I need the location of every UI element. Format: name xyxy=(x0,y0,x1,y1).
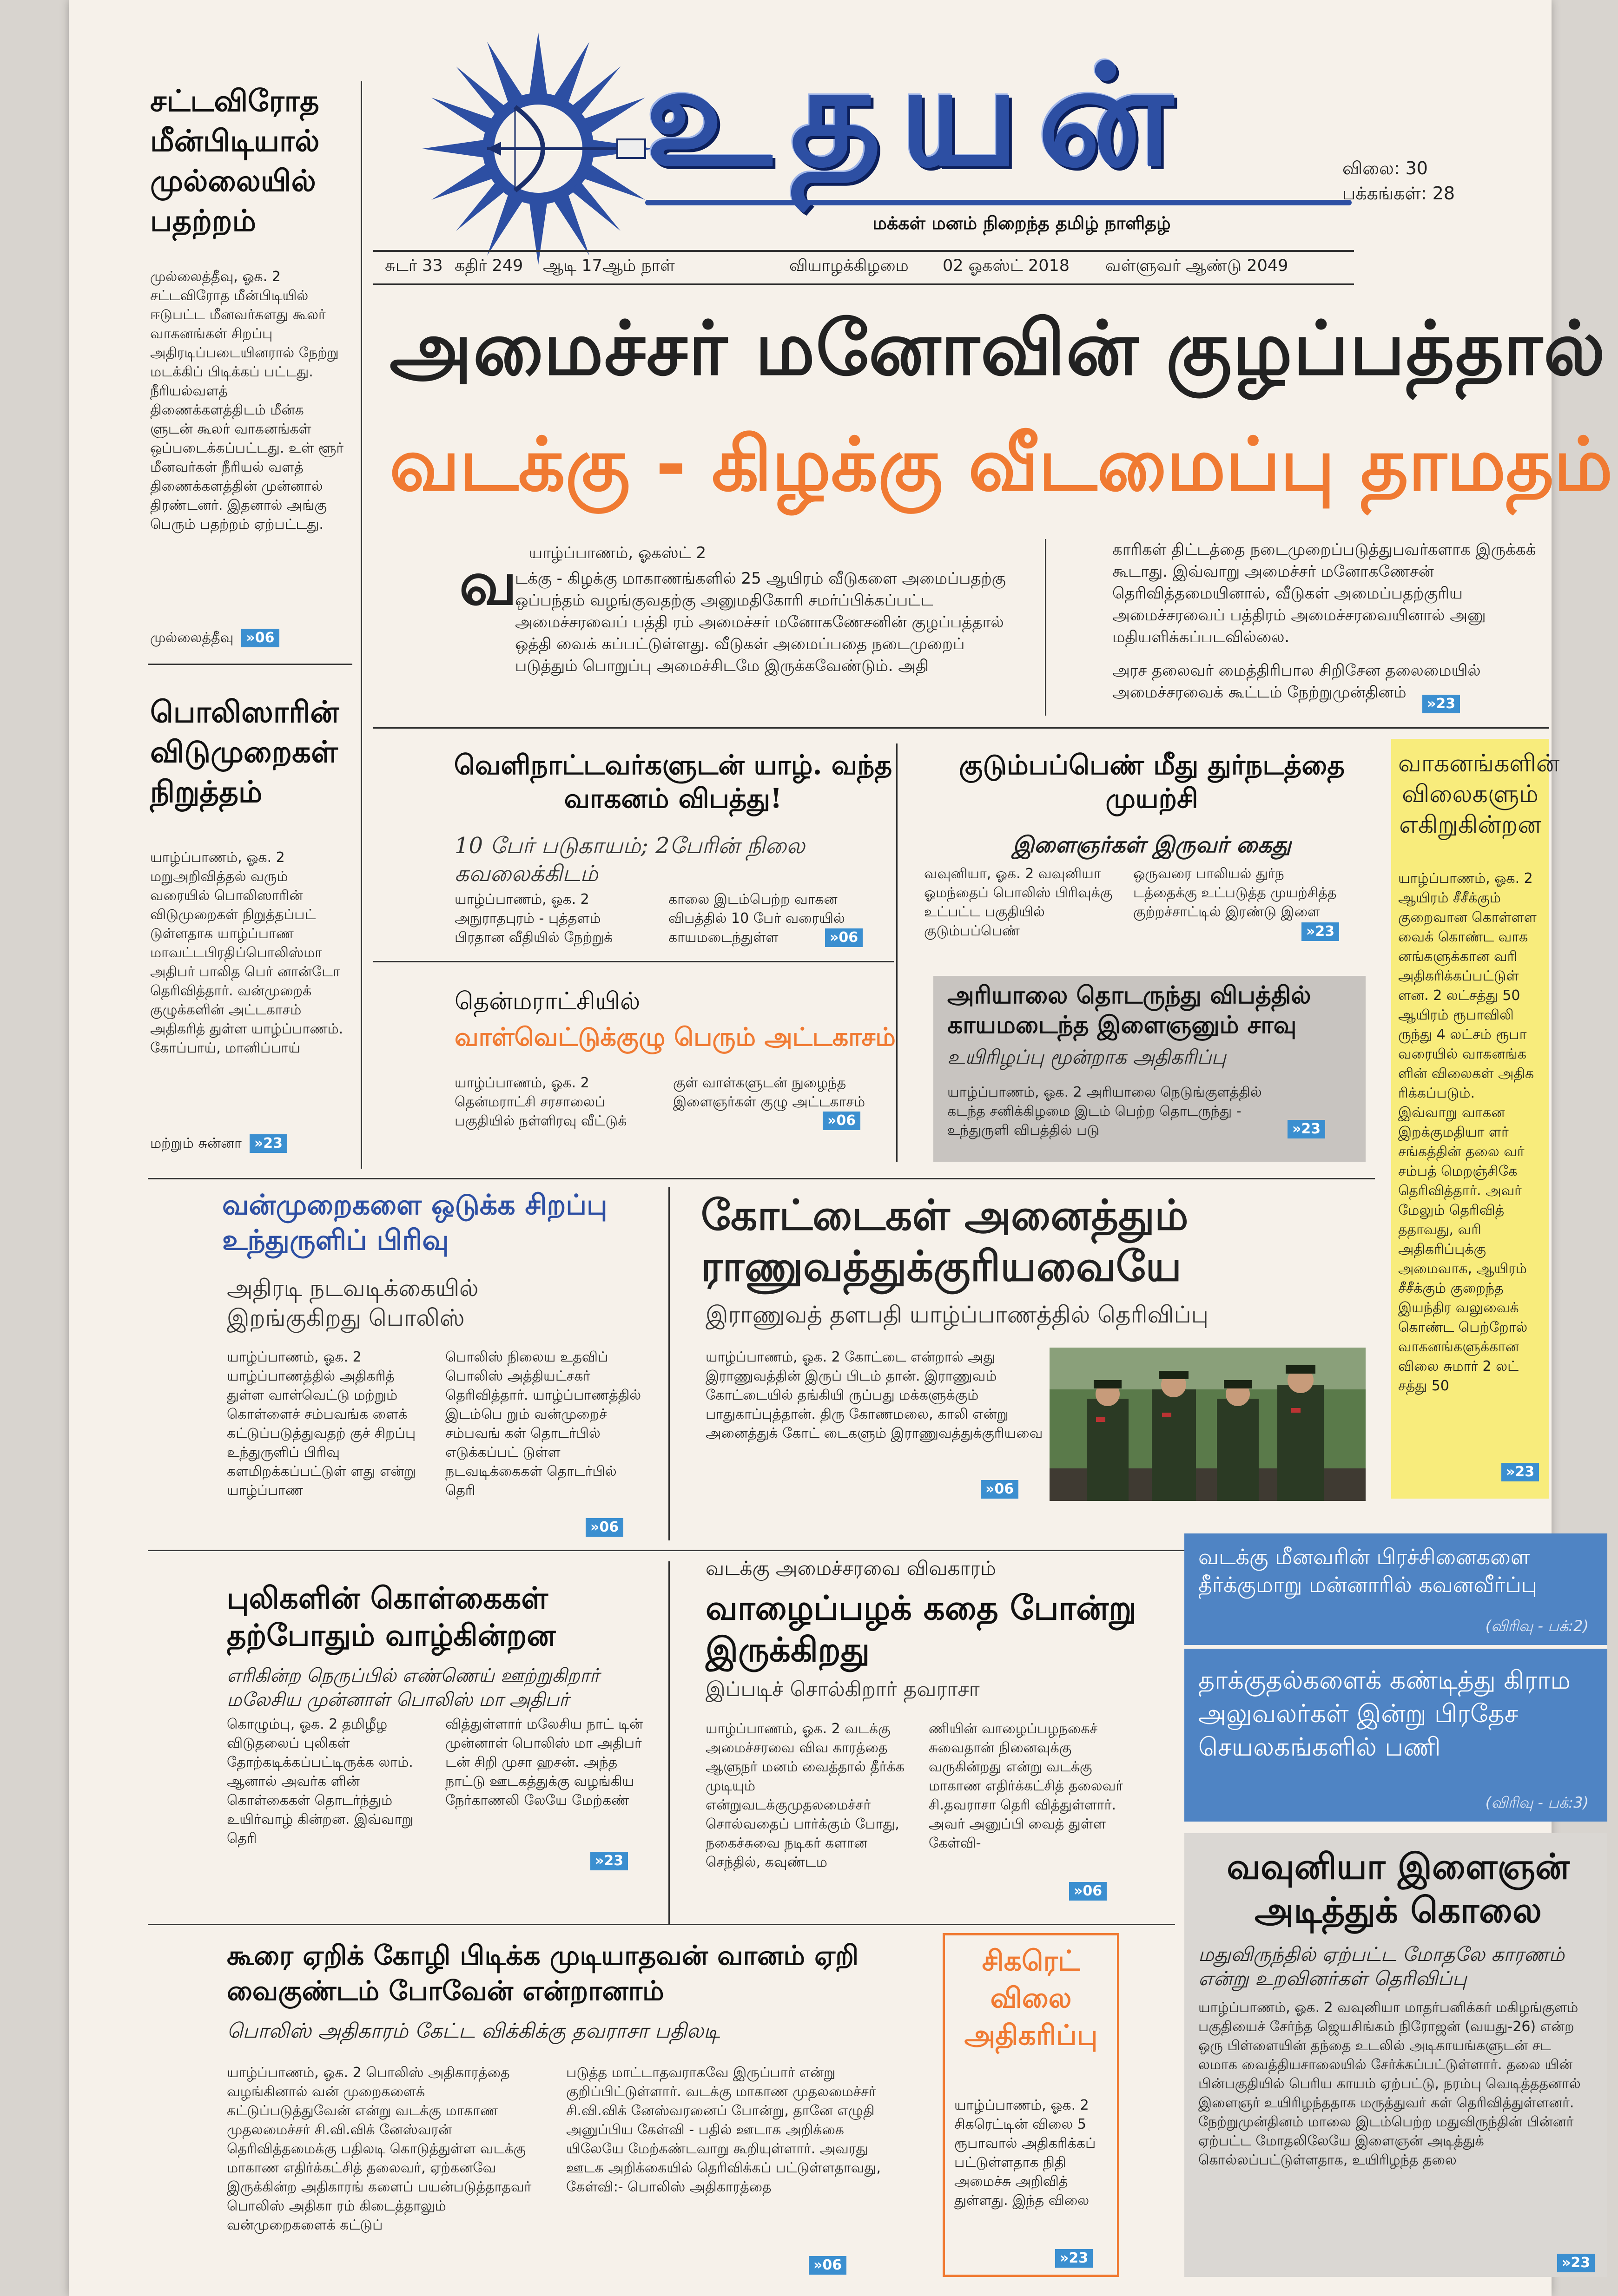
lead-subheadline: வடக்கு - கிழக்கு வீடமைப்பு தாமதம் xyxy=(390,422,1613,507)
notice-box-line1: வடக்கு மீனவரின் பிரச்சினைகளை தீர்க்குமாறு மன்னாரில் கவனவீர்ப்பு xyxy=(1198,1544,1537,1597)
left-story-1-headline: சட்டவிரோத மீன்பிடியால் முல்லையில் பதற்றம் xyxy=(150,84,320,238)
banana-jump[interactable]: »06 xyxy=(1069,1882,1107,1901)
notice-box-ref1[interactable]: (விரிவு - பக்:2) xyxy=(1485,1617,1589,1635)
masthead-underline xyxy=(645,200,1352,205)
row2-column-rule xyxy=(668,1187,670,1540)
mid-column-rule-1 xyxy=(896,743,898,1162)
left-story-1-jump[interactable]: »06 xyxy=(241,629,279,647)
army-officers-photo xyxy=(1050,1348,1366,1501)
mid1-subheadline: 10 பேர் படுகாயம்; 2பேரின் நிலை கவலைக்கிடம் xyxy=(455,833,805,887)
lead-dateline: யாழ்ப்பாணம், ஓகஸ்ட் 2 xyxy=(529,544,707,562)
violence-body-col1: யாழ்ப்பாணம், ஓக. 2 யாழ்ப்பாணத்தில் அதிகரித் துள்ள வாள்வெட்டு மற்றும் கொள்ளைச் சம்பவங்க ளைக் கட்டுப்படுத்துவதற் குச் சிறப்பு உந்துருளிப் பிரிவு களமிறக்கப்பட்டுள் ளது என்று யாழ்ப்பாண xyxy=(227,1349,416,1499)
masthead-title: உதயன் xyxy=(645,35,1192,197)
notice-box-ref2[interactable]: (விரிவு - பக்:3) xyxy=(1485,1794,1589,1811)
right1-jump[interactable]: »23 xyxy=(1501,1463,1539,1481)
left-column-rule xyxy=(361,81,362,1169)
banana-kicker: வடக்கு அமைச்சரவை விவகாரம் xyxy=(706,1557,996,1579)
price-label: விலை: 30 xyxy=(1342,158,1428,178)
violence-subheadline: அதிரடி நடவடிக்கையில் இறங்குகிறது பொலிஸ் xyxy=(227,1275,479,1331)
roof-body-col2: படுத்த மாட்டாதவராகவே இருப்பார் என்று குறிப்பிட்டுள்ளார். வடக்கு மாகாண முதலமைச்சர் சி.வி.விக் னேஸ்வரனைப் போன்று, தானே எழுதி அனுப்பிய கேள்வி - பதில் ஊடாக அறிக்கை யிலேயே மேற்கண்டவாறு கூறியுள்ளார். அவரது ஊடக அறிக்கையில் தெரிவிக்கப் பட்டுள்ளதாவது, கேள்வி:- பொலிஸ் அதிகாரத்தை xyxy=(566,2065,881,2195)
row2-top-rule xyxy=(148,1178,1375,1179)
notice-box-divider xyxy=(1184,1645,1607,1649)
roof-jump[interactable]: »06 xyxy=(809,2256,846,2275)
mid1-body-col1: யாழ்ப்பாணம், ஓக. 2 அநுராதபுரம் - புத்தளம் பிரதான வீதியில் நேற்றுக் xyxy=(455,891,613,946)
masthead-rule-top xyxy=(373,250,1354,252)
mid4-jump[interactable]: »23 xyxy=(1288,1120,1325,1138)
violence-body-col2: பொலிஸ் நிலைய உதவிப் பொலிஸ் அத்தியட்சகர் தெரிவித்தார். யாழ்ப்பாணத்தில் இடம்பெ றும் வன்முறைச் சம்பவங் கள் தொடர்பில் எடுக்கப்பட் டுள்ள நடவடிக்கைகள் தொடர்பில் தெரி xyxy=(445,1349,641,1499)
mid3-jump[interactable]: »06 xyxy=(823,1112,860,1130)
mid2-body-col2: ஒருவரை பாலியல் துர்ந டத்தைக்கு உட்படுத்த முயற்சித்த குற்றச்சாட்டில் இரண்டு இளை xyxy=(1133,866,1337,920)
notice-box-line2: தாக்குதல்களைக் கண்டித்து கிராம அலுவலர்கள் இன்று பிரதேச செயலகங்களில் பணி xyxy=(1198,1665,1571,1762)
roof-body-col1: யாழ்ப்பாணம், ஓக. 2 பொலிஸ் அதிகாரத்தை வழங்கினால் வன் முறைகளைக் கட்டுப்படுத்துவேன் என்று வடக்கு மாகாண முதலமைச்சர் சி.வி.விக் னேஸ்வரன் தெரிவித்தமைக்கு பதிலடி கொடுத்துள்ள வடக்கு மாகாண எதிர்க்கட்சித் தலைவர், ஏற்கனவே இருக்கின்ற அதிகாரங் களைப் பயன்படுத்தாதவர் பொலிஸ் அதிகா ரம் கிடைத்தாலும் வன்முறைகளைக் கட்டுப் xyxy=(227,2065,532,2233)
dateline-issue: கதிர் 249 xyxy=(455,257,523,275)
row4-top-rule xyxy=(148,1924,1175,1925)
mid3-headline: வாள்வெட்டுக்குழு பெரும் அட்டகாசம் xyxy=(455,1022,896,1052)
dateline-volume: சுடர் 33 xyxy=(385,257,443,275)
right1-headline: வாகனங்களின் விலைகளும் எகிறுகின்றன xyxy=(1398,750,1560,839)
pages-label: பக்கங்கள்: 28 xyxy=(1342,183,1455,204)
lead-jump[interactable]: »23 xyxy=(1422,695,1460,713)
row3-column-rule xyxy=(668,1561,670,1924)
tigers-body-col2: வித்துள்ளார் மலேசிய நாட் டின் முன்னாள் பொலிஸ் மா அதிபர் டன் சிறி முசா ஹசன். அந்த நாட்டு ஊடகத்துக்கு வழங்கிய நேர்காணலி லேயே மேற்கண் xyxy=(445,1716,643,1809)
dateline-bar xyxy=(385,257,1352,280)
mid1-bottom-rule xyxy=(373,961,894,962)
mid4-body: யாழ்ப்பாணம், ஓக. 2 அரியாலை நெடுங்குளத்தில் கடந்த சனிக்கிழமை இடம் பெற்ற தொடருந்து - உந்துருளி விபத்தில் படு xyxy=(947,1084,1262,1138)
vavuniya-jump[interactable]: »23 xyxy=(1557,2254,1595,2272)
mid1-jump[interactable]: »06 xyxy=(825,928,863,947)
left-story-2-body: யாழ்ப்பாணம், ஓக. 2 மறுஅறிவித்தல் வரும் வரையில் பொலிஸாரின் விடுமுறைகள் நிறுத்தப்பட் டுள்ளதாக யாழ்ப்பாண மாவட்டபிரதிப்பொலிஸ்மா அதிபர் பாலித பெர் னான்டோ தெரிவித்தார். வன்முறைக் குழுக்களின் அட்டகாசம் அதிகரித் துள்ள யாழ்ப்பாணம். கோப்பாய், மானிப்பாய் xyxy=(150,849,343,1056)
roof-headline: கூரை ஏறிக் கோழி பிடிக்க முடியாதவன் வானம் ஏறி வைகுண்டம் போவேன் என்றானாம் xyxy=(227,1940,859,2007)
left-story-2-tail-text: மற்றும் சுன்னா xyxy=(150,1135,242,1151)
right1-body: யாழ்ப்பாணம், ஓக. 2 ஆயிரம் சீசீக்கும் குறைவான கொள்ளள வைக் கொண்ட வாக னங்களுக்கான வரி அதிகரிக்கப்பட்டுள் ளன. 2 லட்சத்து 50 ஆயிரம் ரூபாவிலி ருந்து 4 லட்சம் ரூபா வரையில் வாகனங்க ளின் விலைகள் அதிக ரிக்கப்படும். இவ்வாறு வாகன இறக்குமதியா ளர் சங்கத்தின் தலை வர் சம்பத் மெறஞ்சிகே தெரிவித்தார். அவர் மேலும் தெரிவித் ததாவது, வரி அதிகரிப்புக்கு அமைவாக, ஆயிரம் சீசீக்கும் குறைந்த இயந்திர வலுவைக் கொண்ட பெற்றோல் வாகனங்களுக்கான விலை சுமார் 2 லட் சத்து 50 xyxy=(1398,870,1537,1394)
masthead-rule-bottom xyxy=(373,283,1354,285)
dateline-weekday: வியாழக்கிழமை xyxy=(789,257,909,275)
mid1-body-col2: காலை இடம்பெற்ற வாகன விபத்தில் 10 பேர் வரையில் காயமடைந்துள்ள xyxy=(668,891,845,946)
banana-body-col1: யாழ்ப்பாணம், ஓக. 2 வடக்கு அமைச்சரவை விவ காரத்தை ஆளுநர் மனம் வைத்தால் தீர்க்க முடியும் என்றுவடக்குமுதலமைச்சர் சொல்வதைப் பார்க்கும் போது, நகைச்சுவை நடிகர் களான செந்தில், கவுண்டம xyxy=(706,1721,905,1870)
mid1-headline: வெளிநாட்டவர்களுடன் யாழ். வந்த வாகனம் விபத்து! xyxy=(454,749,892,814)
forts-body: யாழ்ப்பாணம், ஓக. 2 கோட்டை என்றால் அது இராணுவத்தின் இருப் பிடம் தான். இராணுவம் கோட்டையில் தங்கியி ருப்பது மக்களுக்கும் பாதுகாப்புத்தான். திரு கோணமலை, காலி என்று அனைத்துக் கோட் டைகளும் இராணுவத்துக்குரியவை xyxy=(706,1349,1043,1441)
dateline-tamil-date: ஆடி 17ஆம் நாள் xyxy=(543,257,675,275)
violence-headline: வன்முறைகளை ஒடுக்க சிறப்பு உந்துருளிப் பிரிவு xyxy=(222,1189,608,1257)
banana-subheadline: இப்படிச் சொல்கிறார் தவராசா xyxy=(706,1678,980,1701)
banana-headline: வாழைப்பழக் கதை போன்று இருக்கிறது xyxy=(706,1588,1137,1669)
dateline-year: வள்ளுவர் ஆண்டு 2049 xyxy=(1105,257,1288,275)
vavuniya-body: யாழ்ப்பாணம், ஓக. 2 வவுனியா மாதர்பனிக்கர் மகிழங்குளம் பகுதியைச் சேர்ந்த ஜெயசிங்கம் நிரோஜன் (வயது-26) என்ற ஒரு பிள்ளையின் தந்தை உடலில் அடிகாயங்களுடன் சட லமாக வைத்தியசாலையில் சேர்க்கப்பட்டுள்ளார். தலை யின் பின்பகுதியில் பெரிய காயம் ஏற்பட்டு, நரம்பு வெடித்ததனால் இளைஞர் உயிரிழந்ததாக மருத்துவர் கள் தெரிவித்துள்ளனர். நேற்றுமுன்தினம் மாலை இடம்பெற்ற மதுவிருந்தின் பின்னர் ஏற்பட்ட மோதலிலேயே இளைஞன் அடித்துக் கொல்லப்பட்டுள்ளதாக, உயிரிழந்த தலை xyxy=(1198,2000,1581,2168)
lead-headline: அமைச்சர் மனோவின் குழப்பத்தால் xyxy=(390,305,1606,392)
left-rule-1 xyxy=(148,664,352,665)
left-story-1-tail xyxy=(150,628,350,647)
newspaper-page xyxy=(69,0,1613,2296)
sun-bow-logo xyxy=(417,28,659,270)
dateline-date: 02 ஓகஸ்ட் 2018 xyxy=(943,257,1070,275)
mid2-subheadline: இளைஞர்கள் இருவர் கைது xyxy=(1012,832,1291,858)
mid3-kicker: தென்மராட்சியில் xyxy=(455,987,641,1015)
banana-body-col2: ணியின் வாழைப்பழநகைச் சுவைதான் நினைவுக்கு வருகின்றது என்று வடக்கு மாகாண எதிர்க்கட்சித் தலைவர் சி.தவராசா தெரி வித்துள்ளார். அவர் அனுப்பி வைத் துள்ள கேள்வி- xyxy=(929,1721,1123,1851)
forts-subheadline: இராணுவத் தளபதி யாழ்ப்பாணத்தில் தெரிவிப்பு xyxy=(706,1301,1209,1328)
lead-body-col2b: அரச தலைவர் மைத்திரிபால சிறிசேன தலைமையில் அமைச்சரவைக் கூட்டம் நேற்றுமுன்தினம் xyxy=(1112,661,1481,702)
cigarette-jump[interactable]: »23 xyxy=(1055,2249,1093,2268)
mid2-body-col1: வவுனியா, ஓக. 2 வவுனியா ஓமந்தைப் பொலிஸ் பிரிவுக்கு உட்பட்ட பகுதியில் குடும்பப்பெண் xyxy=(924,866,1113,939)
violence-jump[interactable]: »06 xyxy=(586,1518,623,1537)
mid4-subheadline: உயிரிழப்பு மூன்றாக அதிகரிப்பு xyxy=(947,1046,1226,1068)
forts-headline: கோட்டைகள் அனைத்தும் ராணுவத்துக்குரியவையே xyxy=(701,1191,1189,1291)
mid3-body-col1: யாழ்ப்பாணம், ஓக. 2 தென்மராட்சி சரசாலைப் பகுதியில் நள்ளிரவு வீட்டுக் xyxy=(455,1075,627,1129)
left-story-2-jump[interactable]: »23 xyxy=(250,1134,287,1153)
tigers-headline: புலிகளின் கொள்கைகள் தற்போதும் வாழ்கின்றன xyxy=(227,1581,556,1653)
cigarette-headline: சிகரெட் விலை அதிகரிப்பு xyxy=(964,1945,1098,2052)
mid4-headline: அரியாலை தொடருந்து விபத்தில் காயமடைந்த இளைஞனும் சாவு xyxy=(947,981,1311,1039)
left-story-2-headline: பொலிஸாரின் விடுமுறைகள் நிறுத்தம் xyxy=(150,695,339,809)
lead-bottom-rule xyxy=(373,727,1549,729)
mid2-jump[interactable]: »23 xyxy=(1301,922,1339,941)
tigers-body-col1: கொழும்பு, ஓக. 2 தமிழீழ விடுதலைப் புலிகள் தோற்கடிக்கப்பட்டிருக்க லாம். ஆனால் அவர்க ளின் கொள்கைகள் தொடர்ந்தும் உயிர்வாழ் கின்றன. இவ்வாறு தெரி xyxy=(227,1716,414,1847)
mid2-headline: குடும்பப்பெண் மீது துர்நடத்தை முயற்சி xyxy=(958,749,1345,814)
roof-subheadline: பொலிஸ் அதிகாரம் கேட்ட விக்கிக்கு தவராசா பதிலடி xyxy=(227,2019,720,2043)
lead-body-col1: டக்கு - கிழக்கு மாகாணங்களில் 25 ஆயிரம் வீடுகளை அமைப்பதற்கு ஒப்பந்தம் வழங்குவதற்கு அனுமதிகோரி சமர்ப்பிக்கப்பட்ட அமைச்சரவைப் பத்தி ரம் அமைச்சர் மனோகணேசனின் குழப்பத்தால் ஒத்தி வைக் கப்பட்டுள்ளது. வீடுகள் அமைப்பதை நடைமுறைப் படுத்தும் பொறுப்பு அமைச்சிடமே இருக்கவேண்டும். அதி xyxy=(515,569,1006,675)
forts-jump[interactable]: »06 xyxy=(981,1480,1018,1499)
vavuniya-headline: வவுனியா இளைஞன் அடித்துக் கொலை xyxy=(1227,1846,1570,1931)
left-story-1-body: முல்லைத்தீவு, ஓக. 2 சட்டவிரோத மீன்பிடியில் ஈடுபட்ட மீனவர்களது கூலர் வாகனங்கள் சிறப்பு அதிரடிப்படையினரால் நேற்று மடக்கிப் பிடிக்கப் பட்டது. நீரியல்வளத் திணைக்களத்திடம் மீன்க ளுடன் கூலர் வாகனங்கள் ஒப்படைக்கப்பட்டது. உள் ளூர் மீனவர்கள் நீரியல் வளத் திணைக்களத்தின் முன்னால் திரண்டனர். இதனால் அங்கு பெரும் பதற்றம் ஏற்பட்டது. xyxy=(150,269,344,533)
lead-dropcap: வ xyxy=(459,547,517,618)
lead-body-col2: காரிகள் திட்டத்தை நடைமுறைப்படுத்துபவர்களாக இருக்கக் கூடாது. இவ்வாறு அமைச்சர் மனோகணேசன் தெரிவித்தமையினால், வீடுகள் அமைப்பதற்குரிய அமைச்சரவைப் பத்திரம் அமைச்சரவையினால் அனு மதியளிக்கப்படவில்லை. xyxy=(1112,540,1536,646)
masthead-tagline: மக்கள் மனம் நிறைந்த தமிழ் நாளிதழ் xyxy=(872,213,1171,233)
cigarette-body: யாழ்ப்பாணம், ஓக. 2 சிகரெட்டின் விலை 5 ரூபாவால் அதிகரிக்கப் பட்டுள்ளதாக நிதி அமைச்சு அறிவித் துள்ளது. இந்த விலை xyxy=(954,2097,1096,2209)
mid3-body-col2: குள் வாள்களுடன் நுழைந்த இளைஞர்கள் குழு அட்டகாசம் xyxy=(673,1075,865,1110)
vavuniya-subheadline: மதுவிருந்தில் ஏற்பட்ட மோதலே காரணம் என்று உறவினர்கள் தெரிவிப்பு xyxy=(1198,1943,1565,1990)
left-story-2-tail xyxy=(150,1134,350,1153)
lead-column-rule xyxy=(1045,539,1046,716)
tigers-jump[interactable]: »23 xyxy=(590,1852,628,1870)
tigers-subheadline: எரிகின்ற நெருப்பில் எண்ணெய் ஊற்றுகிறார் மலேசிய முன்னாள் பொலிஸ் மா அதிபர் xyxy=(227,1665,600,1710)
left-story-1-tail-text: முல்லைத்தீவு xyxy=(150,630,234,646)
